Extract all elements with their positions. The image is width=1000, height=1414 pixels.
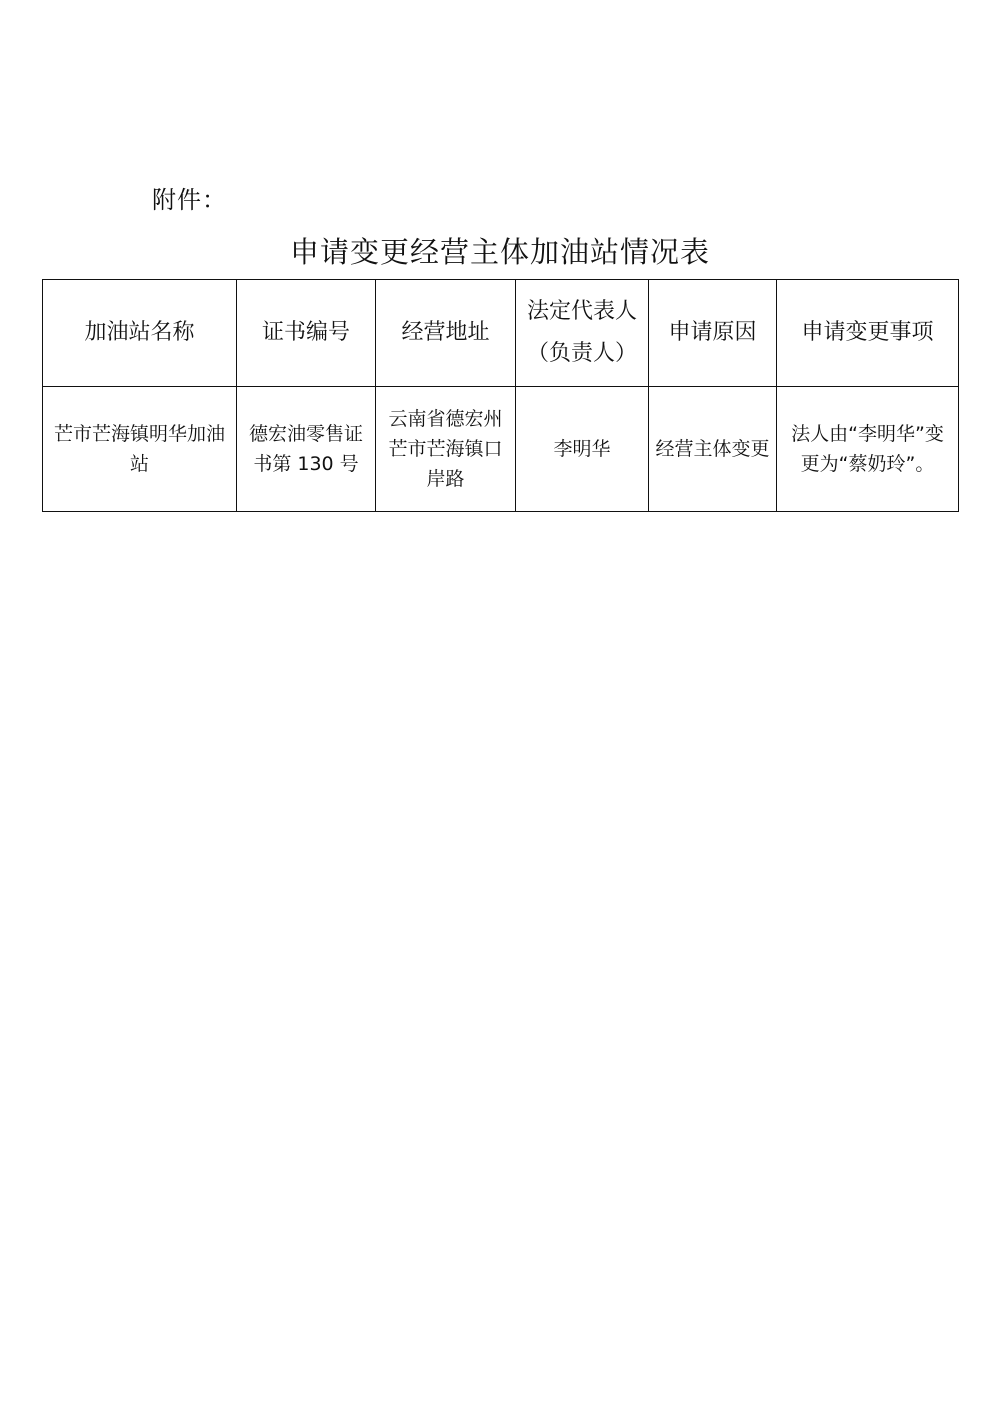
header-application-reason <box>649 280 777 387</box>
cell-text: 站 <box>129 453 149 475</box>
cell-text: 更为“蔡奶玲”。 <box>800 453 935 475</box>
header-text: 申请原因 <box>668 320 757 345</box>
header-text: 经营地址 <box>401 320 490 345</box>
cell-text: 芒市芒海镇明华加油 <box>53 423 225 445</box>
header-change-items <box>777 280 959 387</box>
cell-legal-representative <box>516 387 649 512</box>
document-title: 申请变更经营主体加油站情况表 <box>289 235 710 269</box>
cell-application-reason <box>649 387 777 512</box>
header-text: 证书编号 <box>261 320 350 345</box>
header-text: 加油站名称 <box>84 320 195 345</box>
gas-station-info-table <box>42 279 959 512</box>
header-text: （负责人） <box>526 341 637 366</box>
table-row <box>43 387 959 512</box>
cell-text: 德宏油零售证 <box>248 423 363 445</box>
attachment-label: 附件： <box>152 186 227 214</box>
table-header-row <box>43 280 959 387</box>
cell-text: 岸路 <box>426 468 465 490</box>
cell-text: 李明华 <box>553 438 611 460</box>
cell-text: 书第 130 号 <box>253 453 359 475</box>
header-station-name <box>43 280 237 387</box>
header-text: 申请变更事项 <box>801 320 934 345</box>
cell-station-name <box>43 387 237 512</box>
cell-text: 法人由“李明华”变 <box>791 423 944 445</box>
cell-text: 云南省德宏州 <box>388 408 503 430</box>
cell-certificate-number <box>237 387 376 512</box>
header-text: 法定代表人 <box>526 299 637 324</box>
header-business-address <box>376 280 516 387</box>
cell-text: 经营主体变更 <box>655 438 770 460</box>
header-legal-representative <box>516 280 649 387</box>
cell-text: 芒市芒海镇口 <box>388 438 503 460</box>
header-certificate-number <box>237 280 376 387</box>
cell-change-items <box>777 387 959 512</box>
cell-business-address <box>376 387 516 512</box>
